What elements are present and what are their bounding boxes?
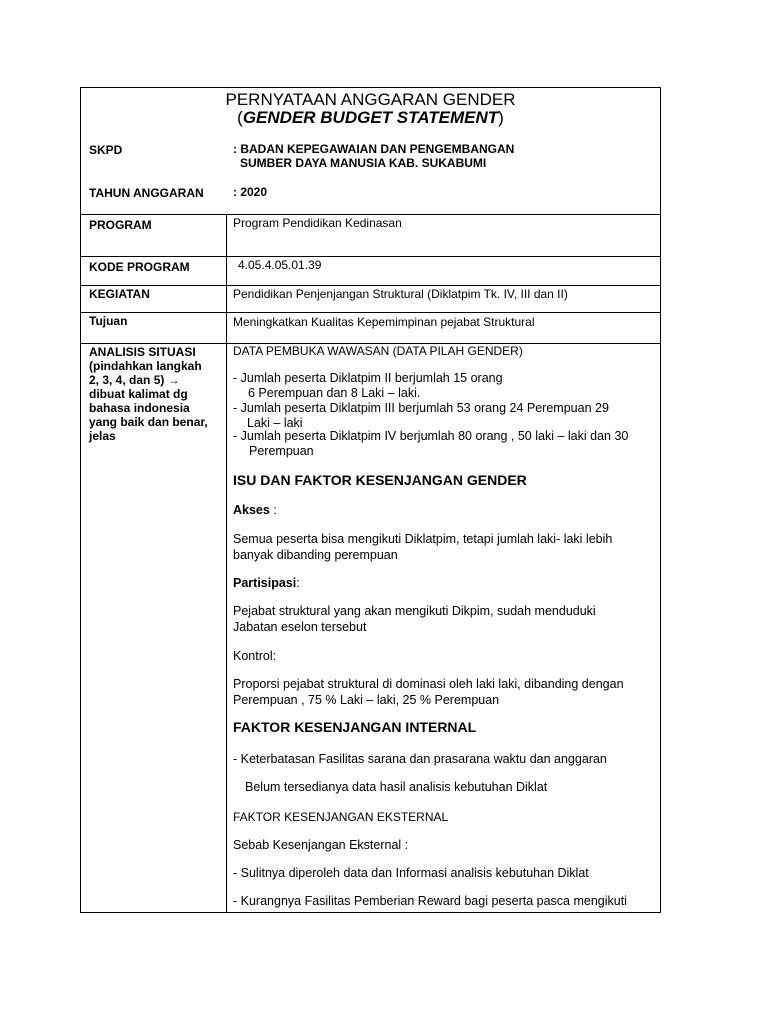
data-item-line: Laki – laki xyxy=(247,416,303,430)
data-item-line: 6 Perempuan dan 8 Laki – laki. xyxy=(248,386,421,400)
skpd-value-line2: SUMBER DAYA MANUSIA KAB. SUKABUMI xyxy=(240,156,487,170)
row-divider xyxy=(81,256,660,257)
kontrol-text-line: Proporsi pejabat struktural di dominasi oleh laki laki, dibanding dengan xyxy=(233,677,624,691)
akses-text-line: banyak dibanding perempuan xyxy=(233,548,398,562)
kode-program-value: 4.05.4.05.01.39 xyxy=(238,258,322,272)
partisipasi-label-line xyxy=(233,575,658,591)
akses-colon: : xyxy=(269,503,277,517)
data-item-line: Perempuan xyxy=(249,444,314,458)
skpd-label: SKPD xyxy=(89,143,123,157)
data-item-line: - Jumlah peserta Diklatpim II berjumlah 15 orang xyxy=(233,371,503,385)
analisis-label-line: jelas xyxy=(89,429,116,443)
analisis-label-line: 2, 3, 4, dan 5) → xyxy=(89,373,180,387)
eksternal-item: - Sulitnya diperoleh data dan Informasi analisis kebutuhan Diklat xyxy=(233,866,589,880)
data-pilah-heading: DATA PEMBUKA WAWASAN (DATA PILAH GENDER) xyxy=(233,344,523,358)
analisis-label-line: dibuat kalimat dg xyxy=(89,387,188,401)
internal-item: Belum tersedianya data hasil analisis kebutuhan Diklat xyxy=(245,780,548,794)
analisis-label-line: bahasa indonesia xyxy=(89,401,190,415)
document-subtitle xyxy=(81,108,660,128)
isu-heading: ISU DAN FAKTOR KESENJANGAN GENDER xyxy=(233,472,527,488)
analisis-label-line: yang baik dan benar, xyxy=(89,415,208,429)
subtitle-close-paren: ) xyxy=(498,108,504,127)
program-label: PROGRAM xyxy=(89,218,152,232)
row-divider xyxy=(81,312,660,313)
kontrol-label: Kontrol: xyxy=(233,649,277,663)
analisis-label-line: (pindahkan langkah xyxy=(89,359,202,373)
gender-budget-table xyxy=(80,87,661,913)
subtitle-italic-text: GENDER BUDGET STATEMENT xyxy=(242,108,499,127)
partisipasi-text-line: Jabatan eselon tersebut xyxy=(233,620,367,634)
eksternal-heading: FAKTOR KESENJANGAN EKSTERNAL xyxy=(233,810,449,824)
tahun-anggaran-value: : 2020 xyxy=(233,185,268,199)
analisis-situasi-label xyxy=(89,345,224,443)
tujuan-label: Tujuan xyxy=(89,314,128,328)
row-divider xyxy=(81,214,660,215)
eksternal-intro: Sebab Kesenjangan Eksternal : xyxy=(233,838,409,852)
data-item-line: - Jumlah peserta Diklatpim III berjumlah 53 orang 24 Perempuan 29 xyxy=(233,401,609,415)
kode-program-label: KODE PROGRAM xyxy=(89,260,190,274)
kegiatan-value: Pendidikan Penjenjangan Struktural (Diklatpim Tk. IV, III dan II) xyxy=(233,287,568,301)
eksternal-item: - Kurangnya Fasilitas Pemberian Reward bagi peserta pasca mengikuti xyxy=(233,894,627,908)
kegiatan-label: KEGIATAN xyxy=(89,287,150,301)
akses-label-line xyxy=(233,502,658,518)
partisipasi-colon: : xyxy=(296,576,300,590)
document-title: PERNYATAAN ANGGARAN GENDER xyxy=(225,90,516,109)
column-divider xyxy=(226,214,227,912)
akses-text-line: Semua peserta bisa mengikuti Diklatpim, tetapi jumlah laki- laki lebih xyxy=(233,532,613,546)
program-value: Program Pendidikan Kedinasan xyxy=(233,216,402,230)
kontrol-text-line: Perempuan , 75 % Laki – laki, 25 % Perempuan xyxy=(233,693,500,707)
row-divider xyxy=(81,285,660,286)
tahun-anggaran-label: TAHUN ANGGARAN xyxy=(89,186,204,200)
partisipasi-label: Partisipasi xyxy=(233,576,297,590)
subtitle-open-paren: ( xyxy=(237,108,243,127)
akses-label: Akses xyxy=(233,503,270,517)
skpd-value-line1: : BADAN KEPEGAWAIAN DAN PENGEMBANGAN xyxy=(233,142,515,156)
internal-item: - Keterbatasan Fasilitas sarana dan prasarana waktu dan anggaran xyxy=(233,752,607,766)
analisis-label-line: ANALISIS SITUASI xyxy=(89,345,196,359)
partisipasi-text-line: Pejabat struktural yang akan mengikuti Dikpim, sudah menduduki xyxy=(233,604,596,618)
internal-heading: FAKTOR KESENJANGAN INTERNAL xyxy=(233,719,477,735)
data-item-line: - Jumlah peserta Diklatpim IV berjumlah 80 orang , 50 laki – laki dan 30 xyxy=(233,429,629,443)
tujuan-value: Meningkatkan Kualitas Kepemimpinan pejabat Struktural xyxy=(233,315,535,329)
